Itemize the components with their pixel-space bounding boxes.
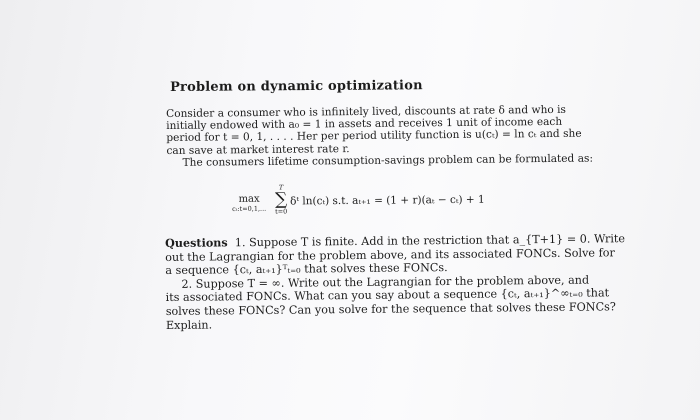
problem-heading: Problem on dynamic optimization <box>170 78 423 95</box>
max-word: max <box>238 193 260 205</box>
problem-statement <box>166 103 594 169</box>
question-1-line-2: out the Lagrangian for the problem above, and its associated FONCs. Solve for <box>165 245 615 264</box>
formula-body: δᵗ ln(cₜ) s.t. aₜ₊₁ = (1 + r)(aₜ − cₜ) + 1 <box>290 193 485 208</box>
statement-line-1: Consider a consumer who is infinitely lived, discounts at rate δ and who is <box>166 103 567 120</box>
max-operator <box>226 188 272 213</box>
questions-section <box>164 232 626 332</box>
question-2-line-3: solves these FONCs? Can you solve for the sequence that solves these FONCs? <box>165 300 616 318</box>
statement-line-5: The consumers lifetime consumption-savings problem can be formulated as: <box>182 152 594 169</box>
questions-label: Questions <box>164 235 228 250</box>
question-2-line-2: its associated FONCs. What can you say about a sequence {cₜ, aₜ₊₁}^∞ₜ₌₀ that <box>165 286 610 305</box>
question-1-text-1: 1. Suppose T is finite. Add in the restriction that a_{T+1} = 0. Write <box>234 232 626 250</box>
question-2-line-1: 2. Suppose T = ∞. Write out the Lagrangian for the problem above, and <box>181 273 590 291</box>
max-subscript: cₜ:t=0,1,... <box>232 204 267 213</box>
statement-line-2: initially endowed with a₀ = 1 in assets and receives 1 unit of income each <box>166 116 563 133</box>
statement-line-4: can save at market interest rate r. <box>166 142 350 157</box>
sum-lower-limit: t=0 <box>275 207 288 216</box>
sigma-symbol: ∑ <box>274 189 288 210</box>
statement-line-3: period for t = 0, 1, . . . . Her per period utility function is u(cₜ) = ln cₜ and she <box>166 128 582 145</box>
summation-operator <box>273 183 289 215</box>
question-2-line-4: Explain. <box>165 318 213 332</box>
sum-upper-limit: T <box>278 183 284 192</box>
question-1-line-3: a sequence {cₜ, aₜ₊₁}ᵀₜ₌₀ that solves these FONCs. <box>165 261 448 278</box>
